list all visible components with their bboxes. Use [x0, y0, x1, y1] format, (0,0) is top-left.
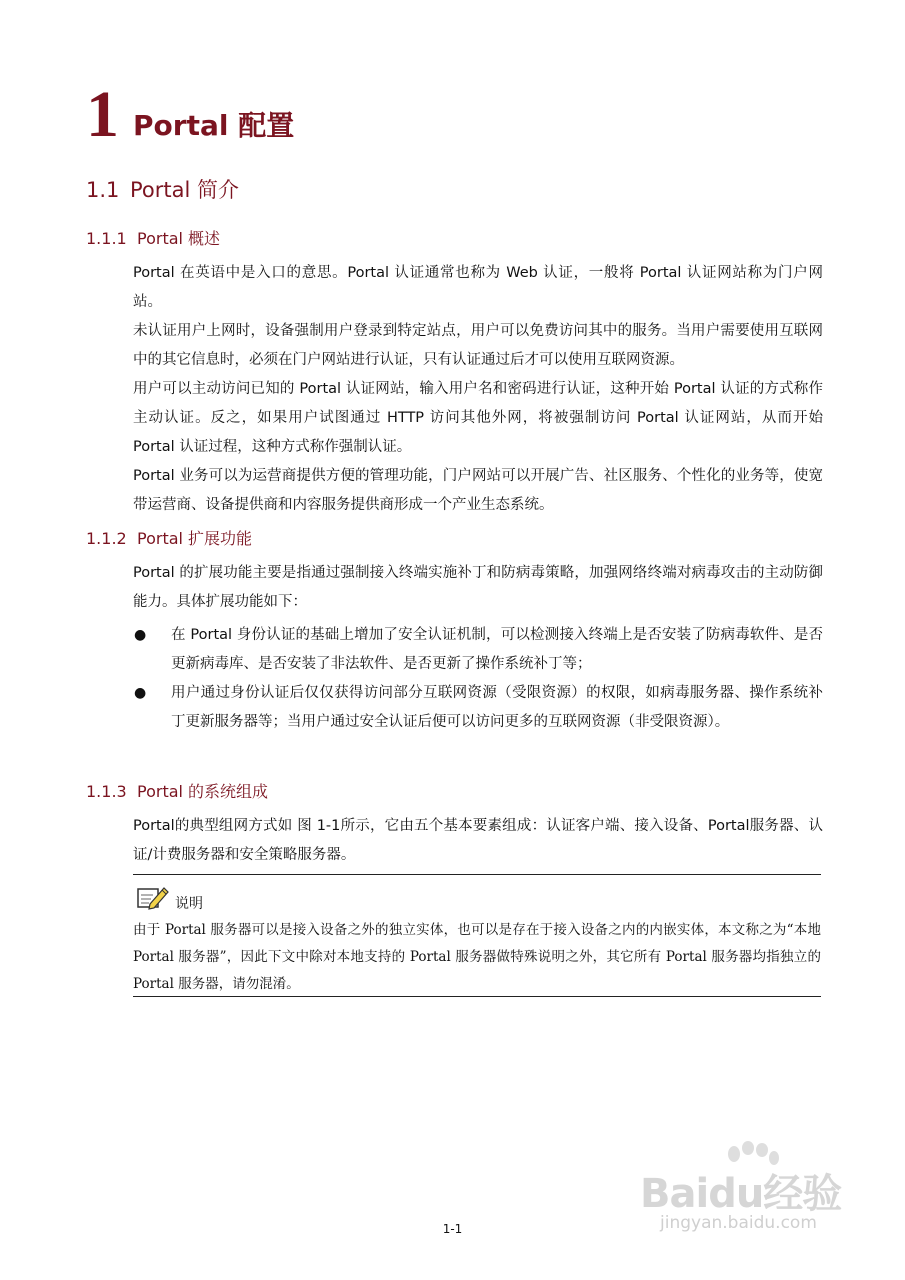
list-item: 在 Portal 身份认证的基础上增加了安全认证机制，可以检测接入终端上是否安装了防病毒软件、是否更新病毒库、是否安装了非法软件、是否更新了操作系统补丁等； [171, 627, 823, 672]
section-title: Portal 简介 [130, 178, 240, 202]
subsection-heading-1-1-3 [86, 781, 268, 803]
list-item: 用户通过身份认证后仅仅获得访问部分互联网资源（受限资源）的权限，如病毒服务器、操作系统补丁更新服务器等；当用户通过安全认证后便可以访问更多的互联网资源（非受限资源）。 [171, 685, 823, 730]
bullet-icon: ● [134, 627, 147, 643]
watermark-url: jingyan.baidu.com [660, 1213, 817, 1233]
subsection-heading-1-1-1 [86, 228, 220, 250]
paragraph: Portal 业务可以为运营商提供方便的管理功能，门户网站可以开展广告、社区服务、个性化的业务等，使宽带运营商、设备提供商和内容服务提供商形成一个产业生态系统。 [133, 468, 823, 513]
subsection-heading-1-1-2 [86, 528, 252, 550]
subsection-title: Portal 概述 [137, 229, 221, 248]
paragraph: 未认证用户上网时，设备强制用户登录到特定站点，用户可以免费访问其中的服务。当用户需要使用互联网中的其它信息时，必须在门户网站进行认证，只有认证通过后才可以使用互联网资源。 [133, 323, 823, 368]
chapter-number: 1 [86, 78, 119, 151]
note-label: 说明 [175, 896, 203, 912]
paragraph: Portal 在英语中是入口的意思。Portal 认证通常也称为 Web 认证，一般将 Portal 认证网站称为门户网站。 [133, 265, 823, 310]
paragraph: Portal 的扩展功能主要是指通过强制接入终端实施补丁和防病毒策略，加强网络终端对病毒攻击的主动防御能力。具体扩展功能如下： [133, 565, 823, 610]
note-top-rule [133, 874, 821, 875]
bullet-icon: ● [134, 685, 147, 701]
watermark-logo: Baidu经验 [640, 1171, 842, 1217]
subsection-title: Portal 的系统组成 [137, 782, 269, 801]
paragraph: Portal的典型组网方式如 图 1-1所示，它由五个基本要素组成：认证客户端、接入设备、Portal服务器、认证/计费服务器和安全策略服务器。 [133, 818, 823, 863]
page-number: 1-1 [442, 1222, 463, 1236]
chapter-title: Portal 配置 [133, 109, 295, 142]
note-pencil-icon [136, 883, 170, 911]
section-heading-1-1 [86, 176, 239, 204]
note-body: 由于 Portal 服务器可以是接入设备之外的独立实体，也可以是存在于接入设备之内的内嵌实体，本文称之为“本地 Portal 服务器”，因此下文中除对本地支持的 Portal 服务器做特殊说明之外，其它所有 Portal 服务器均指独立的 Portal 服务器，请勿混淆。 [133, 922, 821, 992]
paragraph: 用户可以主动访问已知的 Portal 认证网站，输入用户名和密码进行认证，这种开始 Portal 认证的方式称作主动认证。反之，如果用户试图通过 HTTP 访问其他外网，将被强制访问 Portal 认证网站，从而开始 Portal 认证过程，这种方式称作强制认证。 [133, 381, 823, 455]
note-bottom-rule [133, 996, 821, 997]
subsection-number: 1.1.2 [86, 529, 127, 548]
subsection-title: Portal 扩展功能 [137, 529, 253, 548]
section-number: 1.1 [86, 178, 120, 202]
subsection-number: 1.1.3 [86, 782, 127, 801]
subsection-number: 1.1.1 [86, 229, 127, 248]
